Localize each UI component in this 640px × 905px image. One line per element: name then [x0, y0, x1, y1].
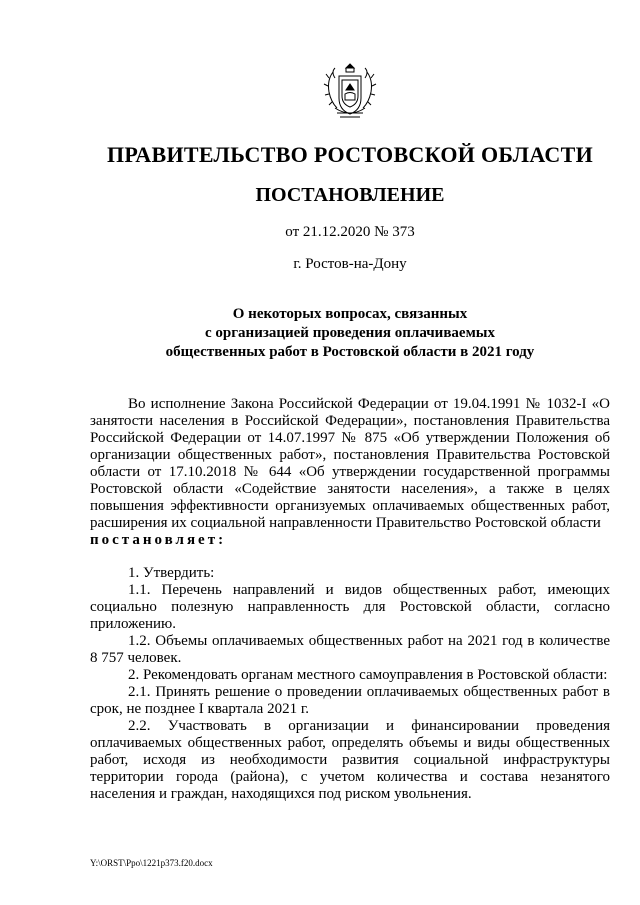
coat-of-arms-emblem: [315, 58, 385, 128]
paragraph-1: 1. Утвердить:: [128, 565, 215, 581]
file-path-footer: Y:\ORST\Ppo\1221p373.f20.docx: [90, 858, 213, 868]
title-line-3: общественных работ в Ростовской области в 2021 году: [165, 344, 535, 360]
government-name: ПРАВИТЕЛЬСТВО РОСТОВСКОЙ ОБЛАСТИ: [106, 142, 594, 167]
city: г. Ростов-на-Дону: [293, 256, 407, 272]
document-title: [0, 305, 640, 362]
title-line-1: О некоторых вопросах, связанных: [232, 306, 468, 322]
paragraph-1-2: 1.2. Объемы оплачиваемых общественных работ на 2021 год в количестве 8 757 человек.: [90, 633, 610, 666]
preamble-paragraph: Во исполнение Закона Российской Федерации от 19.04.1991 № 1032-I «О занятости населения в Российской Федерации», постановления Правительства Российской Федерации от 14.07.1997 № 875 «Об утверждении Положения об организации общественных работ», постановления Правительства Ростовской области от 17.10.2018 № 644 «Об утверждении государственной программы Ростовской области «Содействие занятости населения», а также в целях повышения эффективности организуемых оплачиваемых общественных работ, расширения их социальной направленности Правительство Ростовской области: [90, 396, 610, 531]
document-body: [90, 396, 610, 803]
paragraph-2-2: 2.2. Участвовать в организации и финансировании проведения оплачиваемых общественных работ, определять объемы и виды общественных работ, исходя из необходимости развития социальной инфраструктуры территории города (района), с учетом количества и состава незанятого населения и граждан, находящихся под риском увольнения.: [90, 718, 610, 802]
paragraph-2-1: 2.1. Принять решение о проведении оплачиваемых общественных работ в срок, не позднее I квартала 2021 г.: [90, 684, 610, 717]
paragraph-2: 2. Рекомендовать органам местного самоуправления в Ростовской области:: [128, 667, 608, 683]
document-type: ПОСТАНОВЛЕНИЕ: [255, 184, 445, 206]
paragraph-1-1: 1.1. Перечень направлений и видов общественных работ, имеющих социально полезную направленность для Ростовской области, согласно приложению.: [90, 582, 610, 632]
date-number: от 21.12.2020 № 373: [285, 224, 415, 240]
title-line-2: с организацией проведения оплачиваемых: [204, 325, 496, 341]
decree-word: постановляет:: [90, 532, 227, 548]
